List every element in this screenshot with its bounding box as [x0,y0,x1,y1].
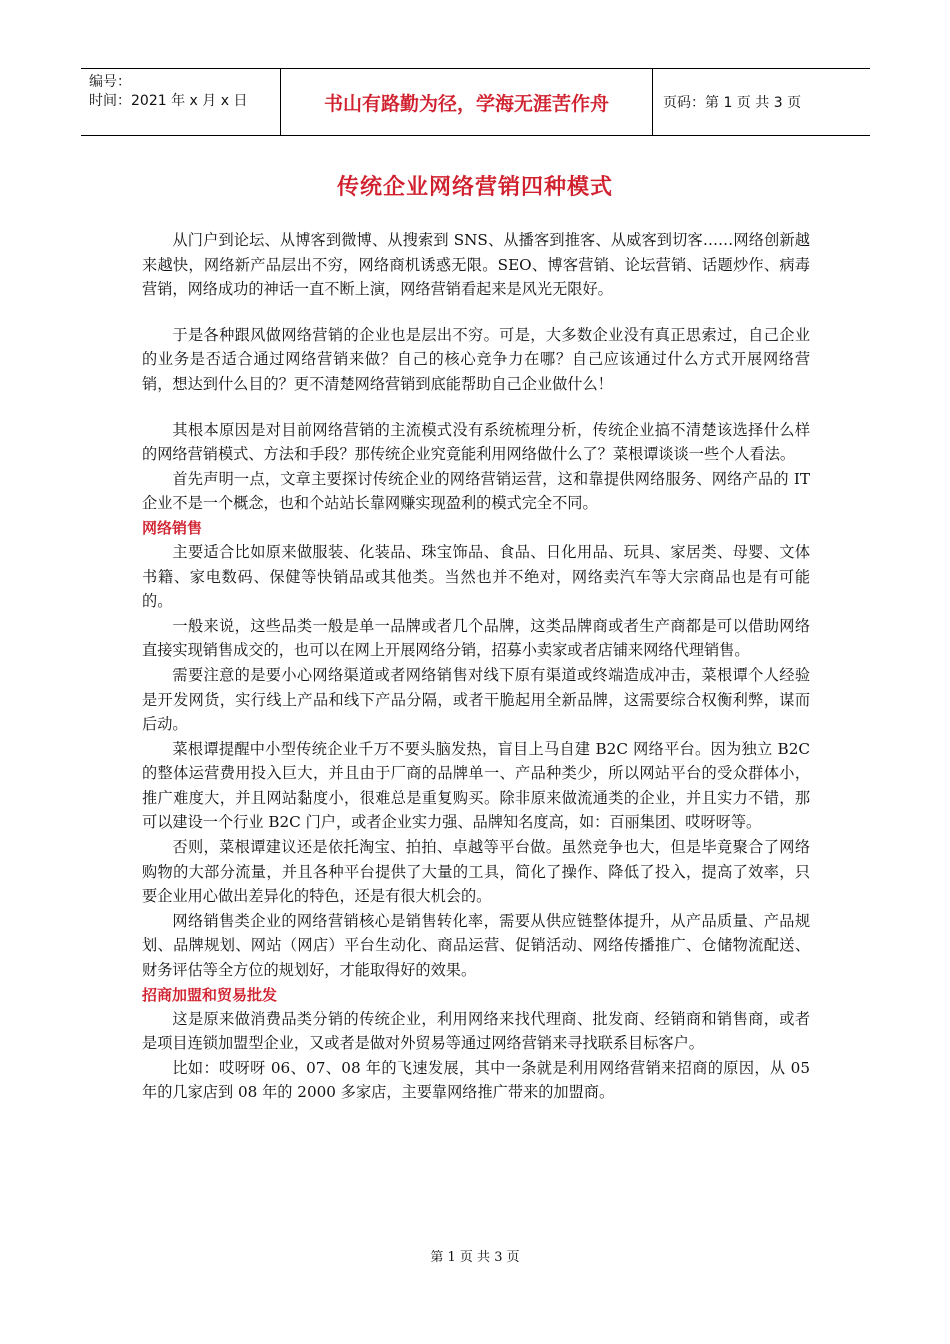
intro-paragraph: 从门户到论坛、从博客到微博、从搜索到 SNS、从播客到推客、从威客到切客……网络创新越来越快，网络新产品层出不穷，网络商机诱惑无限。SEO、博客营销、论坛营销、话题炒作、病毒营销，网络成功的神话一直不断上演，网络营销看起来是风光无限好。 [142,231,810,299]
section-heading: 网络销售 [142,518,203,537]
header-number-label: 编号： [89,74,131,90]
section-paragraph: 主要适合比如原来做服装、化装品、珠宝饰品、食品、日化用品、玩具、家居类、母婴、文体书籍、家电数码、保健等快销品或其他类。当然也并不绝对，网络卖汽车等大宗商品也是有可能的。 [142,542,810,611]
header-page-info: 页码：第 1 页 共 3 页 [663,95,802,111]
header-page-cell [653,69,870,135]
section-heading: 招商加盟和贸易批发 [142,985,278,1004]
document-body [142,228,810,1105]
section-paragraph: 菜根谭提醒中小型传统企业千万不要头脑发热，盲目上马自建 B2C 网络平台。因为独立 B2C 的整体运营费用投入巨大，并且由于厂商的品牌单一、产品种类少，所以网站平台的受众群体小，推广难度大，并且网站黏度小，很难总是重复购买。除非原来做流通类的企业，并且实力不错，那可以建设一个行业 B2C 门户，或者企业实力强、品牌知名度高，如：百丽集团、哎呀呀等。 [142,739,810,832]
document-header [81,68,870,136]
intro-paragraph: 首先声明一点，文章主要探讨传统企业的网络营销运营，这和靠提供网络服务、网络产品的 IT 企业不是一个概念，也和个站站长靠网赚实现盈利的模式完全不同。 [142,469,810,513]
page-footer: 第 1 页 共 3 页 [430,1250,520,1265]
header-motto-cell [281,69,653,135]
header-meta-cell [81,69,281,135]
intro-paragraph: 其根本原因是对目前网络营销的主流模式没有系统梳理分析，传统企业搞不清楚该选择什么样的网络营销模式、方法和手段？那传统企业究竟能利用网络做什么了？菜根谭谈谈一些个人看法。 [142,420,810,464]
header-time-label: 时间：2021 年 x 月 x 日 [89,93,248,109]
section-paragraph: 一般来说，这些品类一般是单一品牌或者几个品牌，这类品牌商或者生产商都是可以借助网络直接实现销售成交的，也可以在网上开展网络分销，招募小卖家或者店铺来网络代理销售。 [142,616,810,660]
intro-paragraph: 于是各种跟风做网络营销的企业也是层出不穷。可是，大多数企业没有真正思索过，自己企业的业务是否适合通过网络营销来做？自己的核心竞争力在哪？自己应该通过什么方式开展网络营销，想达到什么目的？更不清楚网络营销到底能帮助自己企业做什么！ [142,325,810,393]
section-paragraph: 网络销售类企业的网络营销核心是销售转化率，需要从供应链整体提升，从产品质量、产品规划、品牌规划、网站（网店）平台生动化、商品运营、促销活动、网络传播推广、仓储物流配送、财务评估等全方位的规划好，才能取得好的效果。 [142,911,810,980]
document-title: 传统企业网络营销四种模式 [336,175,613,200]
section-paragraph: 否则，菜根谭建议还是依托淘宝、拍拍、卓越等平台做。虽然竞争也大，但是毕竟聚合了网络购物的大部分流量，并且各种平台提供了大量的工具，简化了操作、降低了投入，提高了效率，只要企业用心做出差异化的特色，还是有很大机会的。 [142,838,810,906]
header-motto: 书山有路勤为径，学海无涯苦作舟 [323,92,609,115]
section-paragraph: 比如：哎呀呀 06、07、08 年的飞速发展，其中一条就是利用网络营销来招商的原因，从 05 年的几家店到 08 年的 2000 多家店，主要靠网络推广带来的加盟商。 [142,1058,810,1102]
section-paragraph: 需要注意的是要小心网络渠道或者网络销售对线下原有渠道或终端造成冲击，菜根谭个人经验是开发网货，实行线上产品和线下产品分隔，或者干脆起用全新品牌，这需要综合权衡利弊，谋而后动。 [142,665,810,734]
section-paragraph: 这是原来做消费品类分销的传统企业，利用网络来找代理商、批发商、经销商和销售商，或者是项目连锁加盟型企业，又或者是做对外贸易等通过网络营销来寻找联系目标客户。 [142,1009,810,1053]
